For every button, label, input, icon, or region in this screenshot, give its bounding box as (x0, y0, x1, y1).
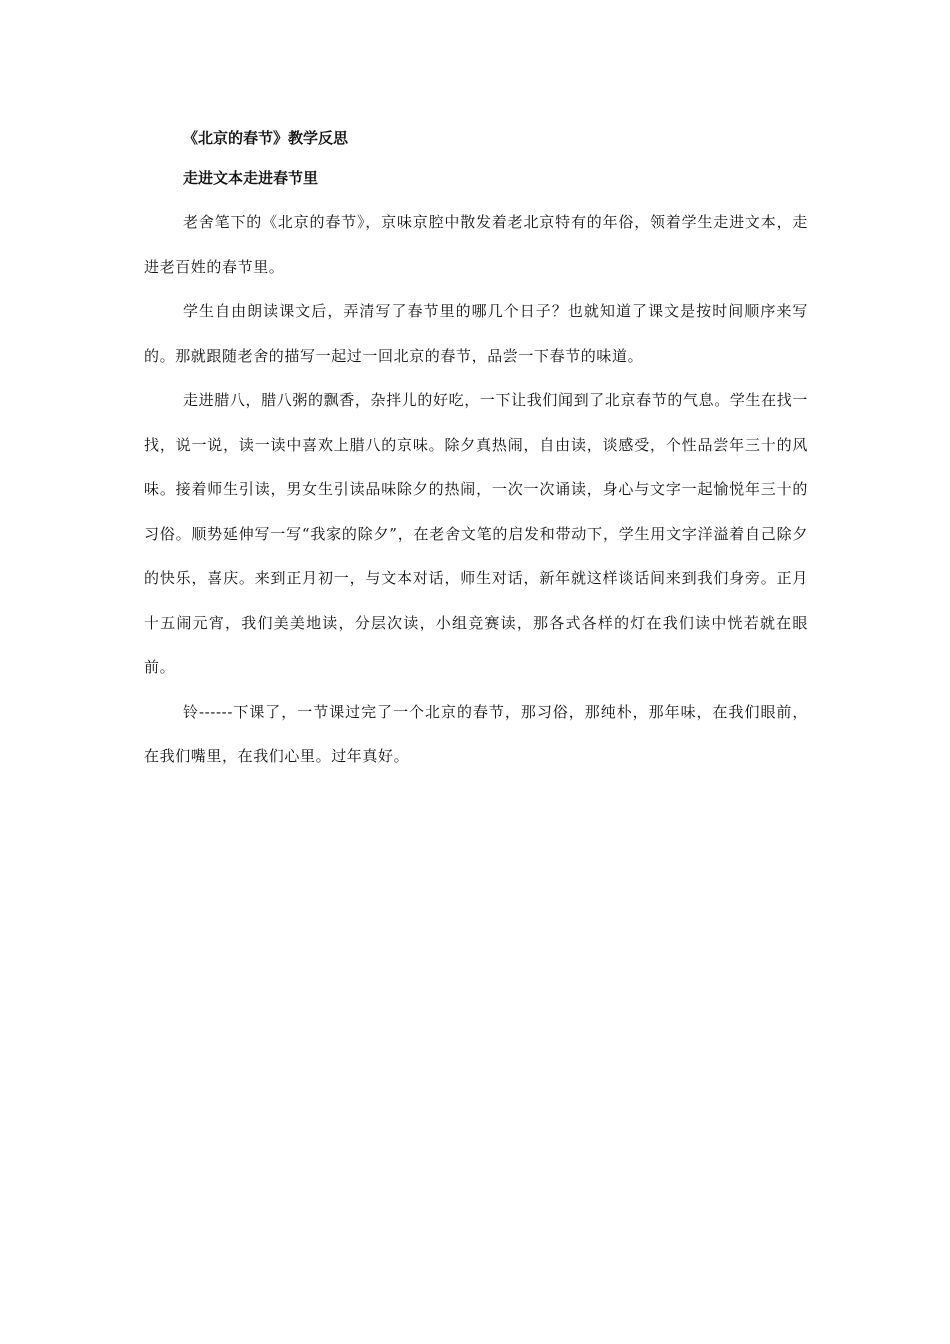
paragraph-festival-days: 走进腊八，腊八粥的飘香，杂拌儿的好吃，一下让我们闻到了北京春节的气息。学生在找一找，说一说，读一读中喜欢上腊八的京味。除夕真热闹，自由读，谈感受，个性品尝年三十的风味。接着师生引读，男女生引读品味除夕的热闹，一次一次诵读，身心与文字一起愉悦年三十的习俗。顺势延伸写一写“我家的除夕”，在老舍文笔的启发和带动下，学生用文字洋溢着自己除夕的快乐，喜庆。来到正月初一，与文本对话，师生对话，新年就这样谈话间来到我们身旁。正月十五闹元宵，我们美美地读，分层次读，小组竞赛读，那各式各样的灯在我们读中恍若就在眼前。 (144, 391, 808, 676)
paragraph-conclusion: 铃------下课了，一节课过完了一个北京的春节，那习俗，那纯朴，那年味，在我们眼前，在我们嘴里，在我们心里。过年真好。 (144, 702, 808, 765)
document-subtitle: 走进文本走进春节里 (183, 169, 319, 187)
document-body (144, 124, 808, 779)
paragraph-intro: 老舍笔下的《北京的春节》，京味京腔中散发着老北京特有的年俗，领着学生走进文本，走进老百姓的春节里。 (144, 213, 808, 276)
document-title: 《北京的春节》教学反思 (183, 129, 349, 147)
paragraph-reading: 学生自由朗读课文后，弄清写了春节里的哪几个日子？也就知道了课文是按时间顺序来写的。那就跟随老舍的描写一起过一回北京的春节，品尝一下春节的味道。 (144, 302, 808, 365)
